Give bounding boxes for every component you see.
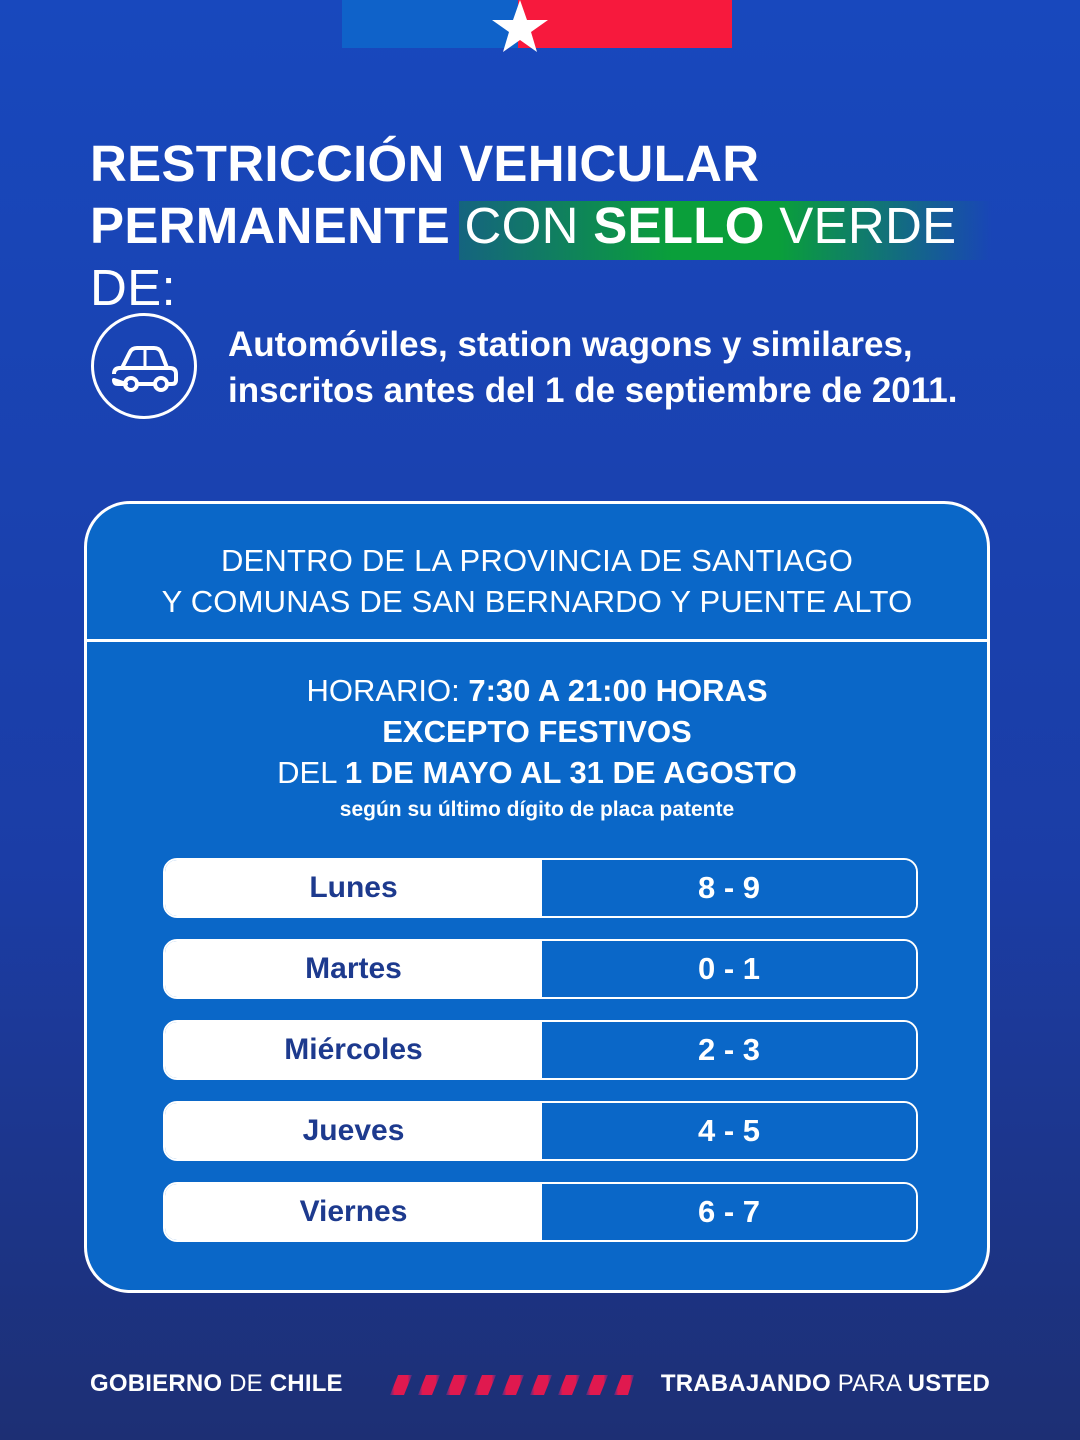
row-digits: 8 - 9 [542,860,916,916]
table-row [163,939,918,999]
car-icon [108,338,180,394]
table-row [163,858,918,918]
area-line-2: Y COMUNAS DE SAN BERNARDO Y PUENTE ALTO [161,584,913,619]
flag-red-field [538,0,732,48]
row-digits: 4 - 5 [542,1103,916,1159]
schedule-period-pre: DEL [277,755,345,790]
highlight-bold: SELLO [593,197,765,254]
footer-left-b: DE [222,1370,270,1397]
row-day: Viernes [165,1184,542,1240]
footer-left-a: GOBIERNO [90,1370,223,1397]
row-digits: 2 - 3 [542,1022,916,1078]
footer-right-c: USTED [907,1370,990,1397]
table-row [163,1101,918,1161]
row-day: Martes [165,941,542,997]
gobierno-de-chile-logo [90,1370,343,1398]
footer-right-b: PARA [830,1370,908,1397]
title-line-2-start: PERMANENTE [90,197,465,254]
star-icon [480,0,560,54]
row-digits: 6 - 7 [542,1184,916,1240]
sello-verde-highlight [465,197,957,254]
vehicle-description [228,322,1048,414]
highlight-pre: CON [464,197,594,254]
schedule-period-value: 1 DE MAYO AL 31 DE AGOSTO [344,755,797,790]
schedule-label: HORARIO: [306,673,469,708]
flag-blue-field [342,0,498,48]
title-line-1: RESTRICCIÓN VEHICULAR [90,135,760,192]
car-icon-badge [91,313,197,419]
footer-left-c: CHILE [269,1370,343,1397]
highlight-post: VERDE [764,197,957,254]
schedule-except [87,711,987,752]
row-day: Jueves [165,1103,542,1159]
schedule-hours [87,670,987,711]
area-line-1: DENTRO DE LA PROVINCIA DE SANTIAGO [220,543,854,578]
vehicle-line-2: inscritos antes del 1 de septiembre de 2011. [228,371,958,410]
title-line-2-end: DE: [90,259,176,316]
page-title [90,133,1030,319]
vehicle-line-1: Automóviles, station wagons y similares, [228,325,913,364]
schedule-period [87,752,987,793]
schedule-info [87,642,987,825]
decorative-stripes-icon [384,1375,634,1395]
schedule-note: según su último dígito de placa patente [339,798,735,821]
row-day: Lunes [165,860,542,916]
area-header [87,504,987,642]
schedule-hours-value: 7:30 A 21:00 HORAS [468,673,768,708]
chile-flag-strip [342,0,732,48]
restriction-card [84,501,990,1293]
restriction-table [163,858,918,1263]
row-digits: 0 - 1 [542,941,916,997]
footer-right-a: TRABAJANDO [660,1370,831,1397]
trabajando-para-usted-slogan [661,1370,990,1398]
table-row [163,1182,918,1242]
schedule-except-value: EXCEPTO FESTIVOS [382,714,692,749]
row-day: Miércoles [165,1022,542,1078]
table-row [163,1020,918,1080]
